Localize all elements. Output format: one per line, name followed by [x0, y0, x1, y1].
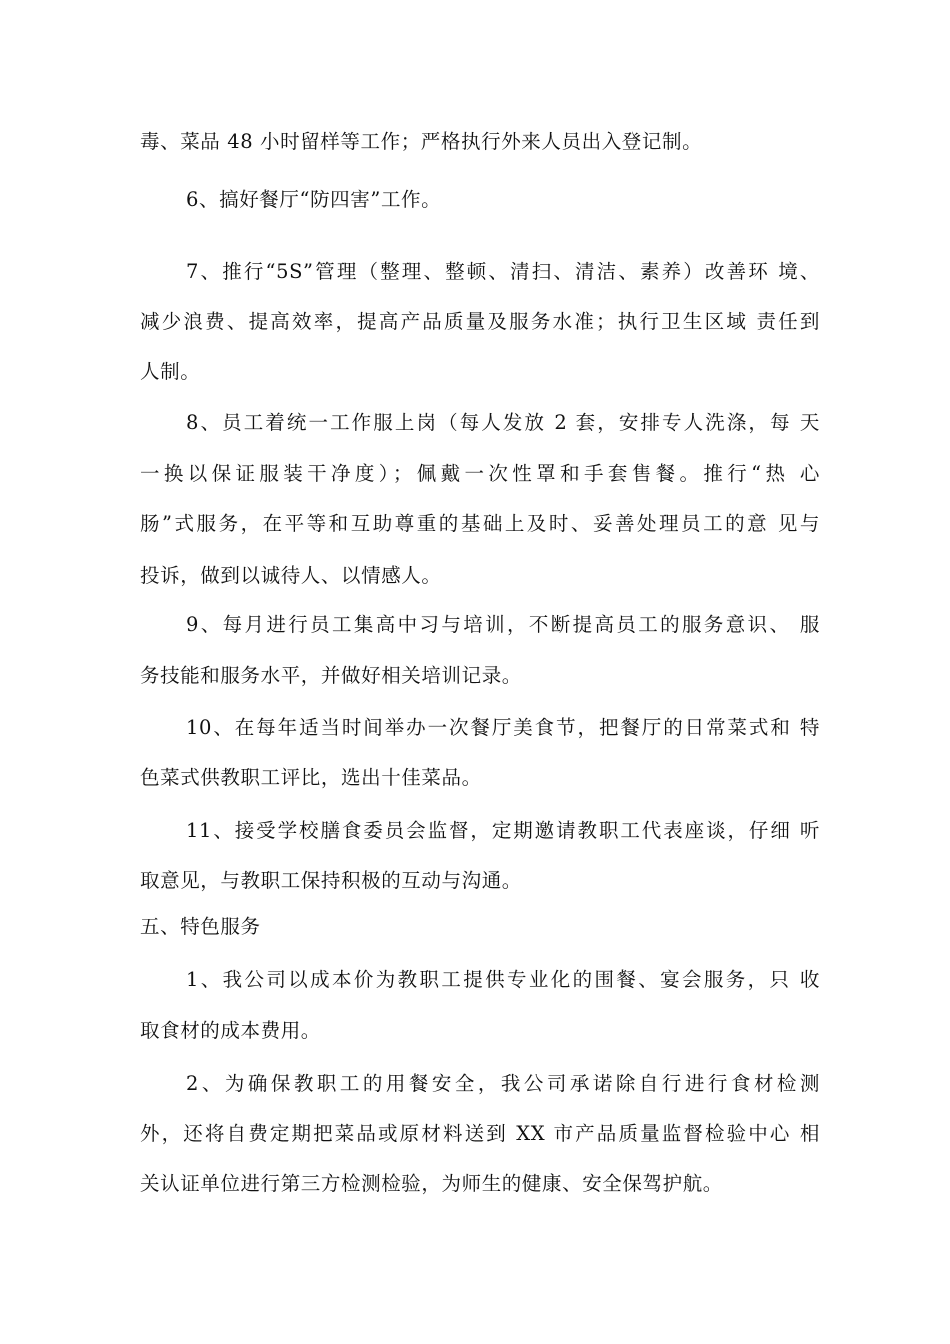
- list-item-10-line-1: 10、在每年适当时间举办一次餐厅美食节，把餐厅的日常菜式和 特: [186, 716, 820, 739]
- service-item-1-line-1: 1、我公司以成本价为教职工提供专业化的围餐、宴会服务，只 收: [186, 968, 820, 991]
- service-item-2-line-2: 外，还将自费定期把菜品或原材料送到 XX 市产品质量监督检验中心 相: [140, 1122, 820, 1145]
- list-item-7-line-2: 减少浪费、提高效率，提高产品质量及服务水准；执行卫生区域 责任到: [140, 310, 820, 333]
- list-item-7-line-3: 人制。: [140, 360, 201, 383]
- list-item-8-line-4: 投诉，做到以诚待人、以情感人。: [140, 564, 442, 587]
- list-item-9-line-2: 务技能和服务水平，并做好相关培训记录。: [140, 664, 522, 687]
- service-item-2-line-1: 2、为确保教职工的用餐安全，我公司承诺除自行进行食材检测: [186, 1072, 820, 1095]
- list-item-9-line-1: 9、每月进行员工集高中习与培训，不断提高员工的服务意识、 服: [186, 613, 820, 636]
- list-item-11-line-1: 11、接受学校膳食委员会监督，定期邀请教职工代表座谈，仔细 听: [186, 819, 820, 842]
- list-item-8-line-2: 一换以保证服装干净度）；佩戴一次性罩和手套售餐。推行“热 心: [140, 462, 820, 485]
- service-item-1-line-2: 取食材的成本费用。: [140, 1019, 321, 1042]
- list-item-11-line-2: 取意见，与教职工保持积极的互动与沟通。: [140, 869, 522, 892]
- service-item-2-line-3: 关认证单位进行第三方检测检验，为师生的健康、安全保驾护航。: [140, 1172, 723, 1195]
- list-item-6: 6、搞好餐厅“防四害”工作。: [186, 188, 442, 211]
- list-item-7-line-1: 7、推行“5S”管理（整理、整顿、清扫、清洁、素养）改善环 境、: [186, 260, 820, 283]
- list-item-8-line-1: 8、员工着统一工作服上岗（每人发放 2 套，安排专人洗涤，每 天: [186, 411, 820, 434]
- body-text-line: 毒、菜品 48 小时留样等工作；严格执行外来人员出入登记制。: [140, 130, 703, 153]
- list-item-8-line-3: 肠”式服务，在平等和互助尊重的基础上及时、妥善处理员工的意 见与: [140, 512, 820, 535]
- section-heading: 五、特色服务: [140, 915, 261, 938]
- list-item-10-line-2: 色菜式供教职工评比，选出十佳菜品。: [140, 766, 482, 789]
